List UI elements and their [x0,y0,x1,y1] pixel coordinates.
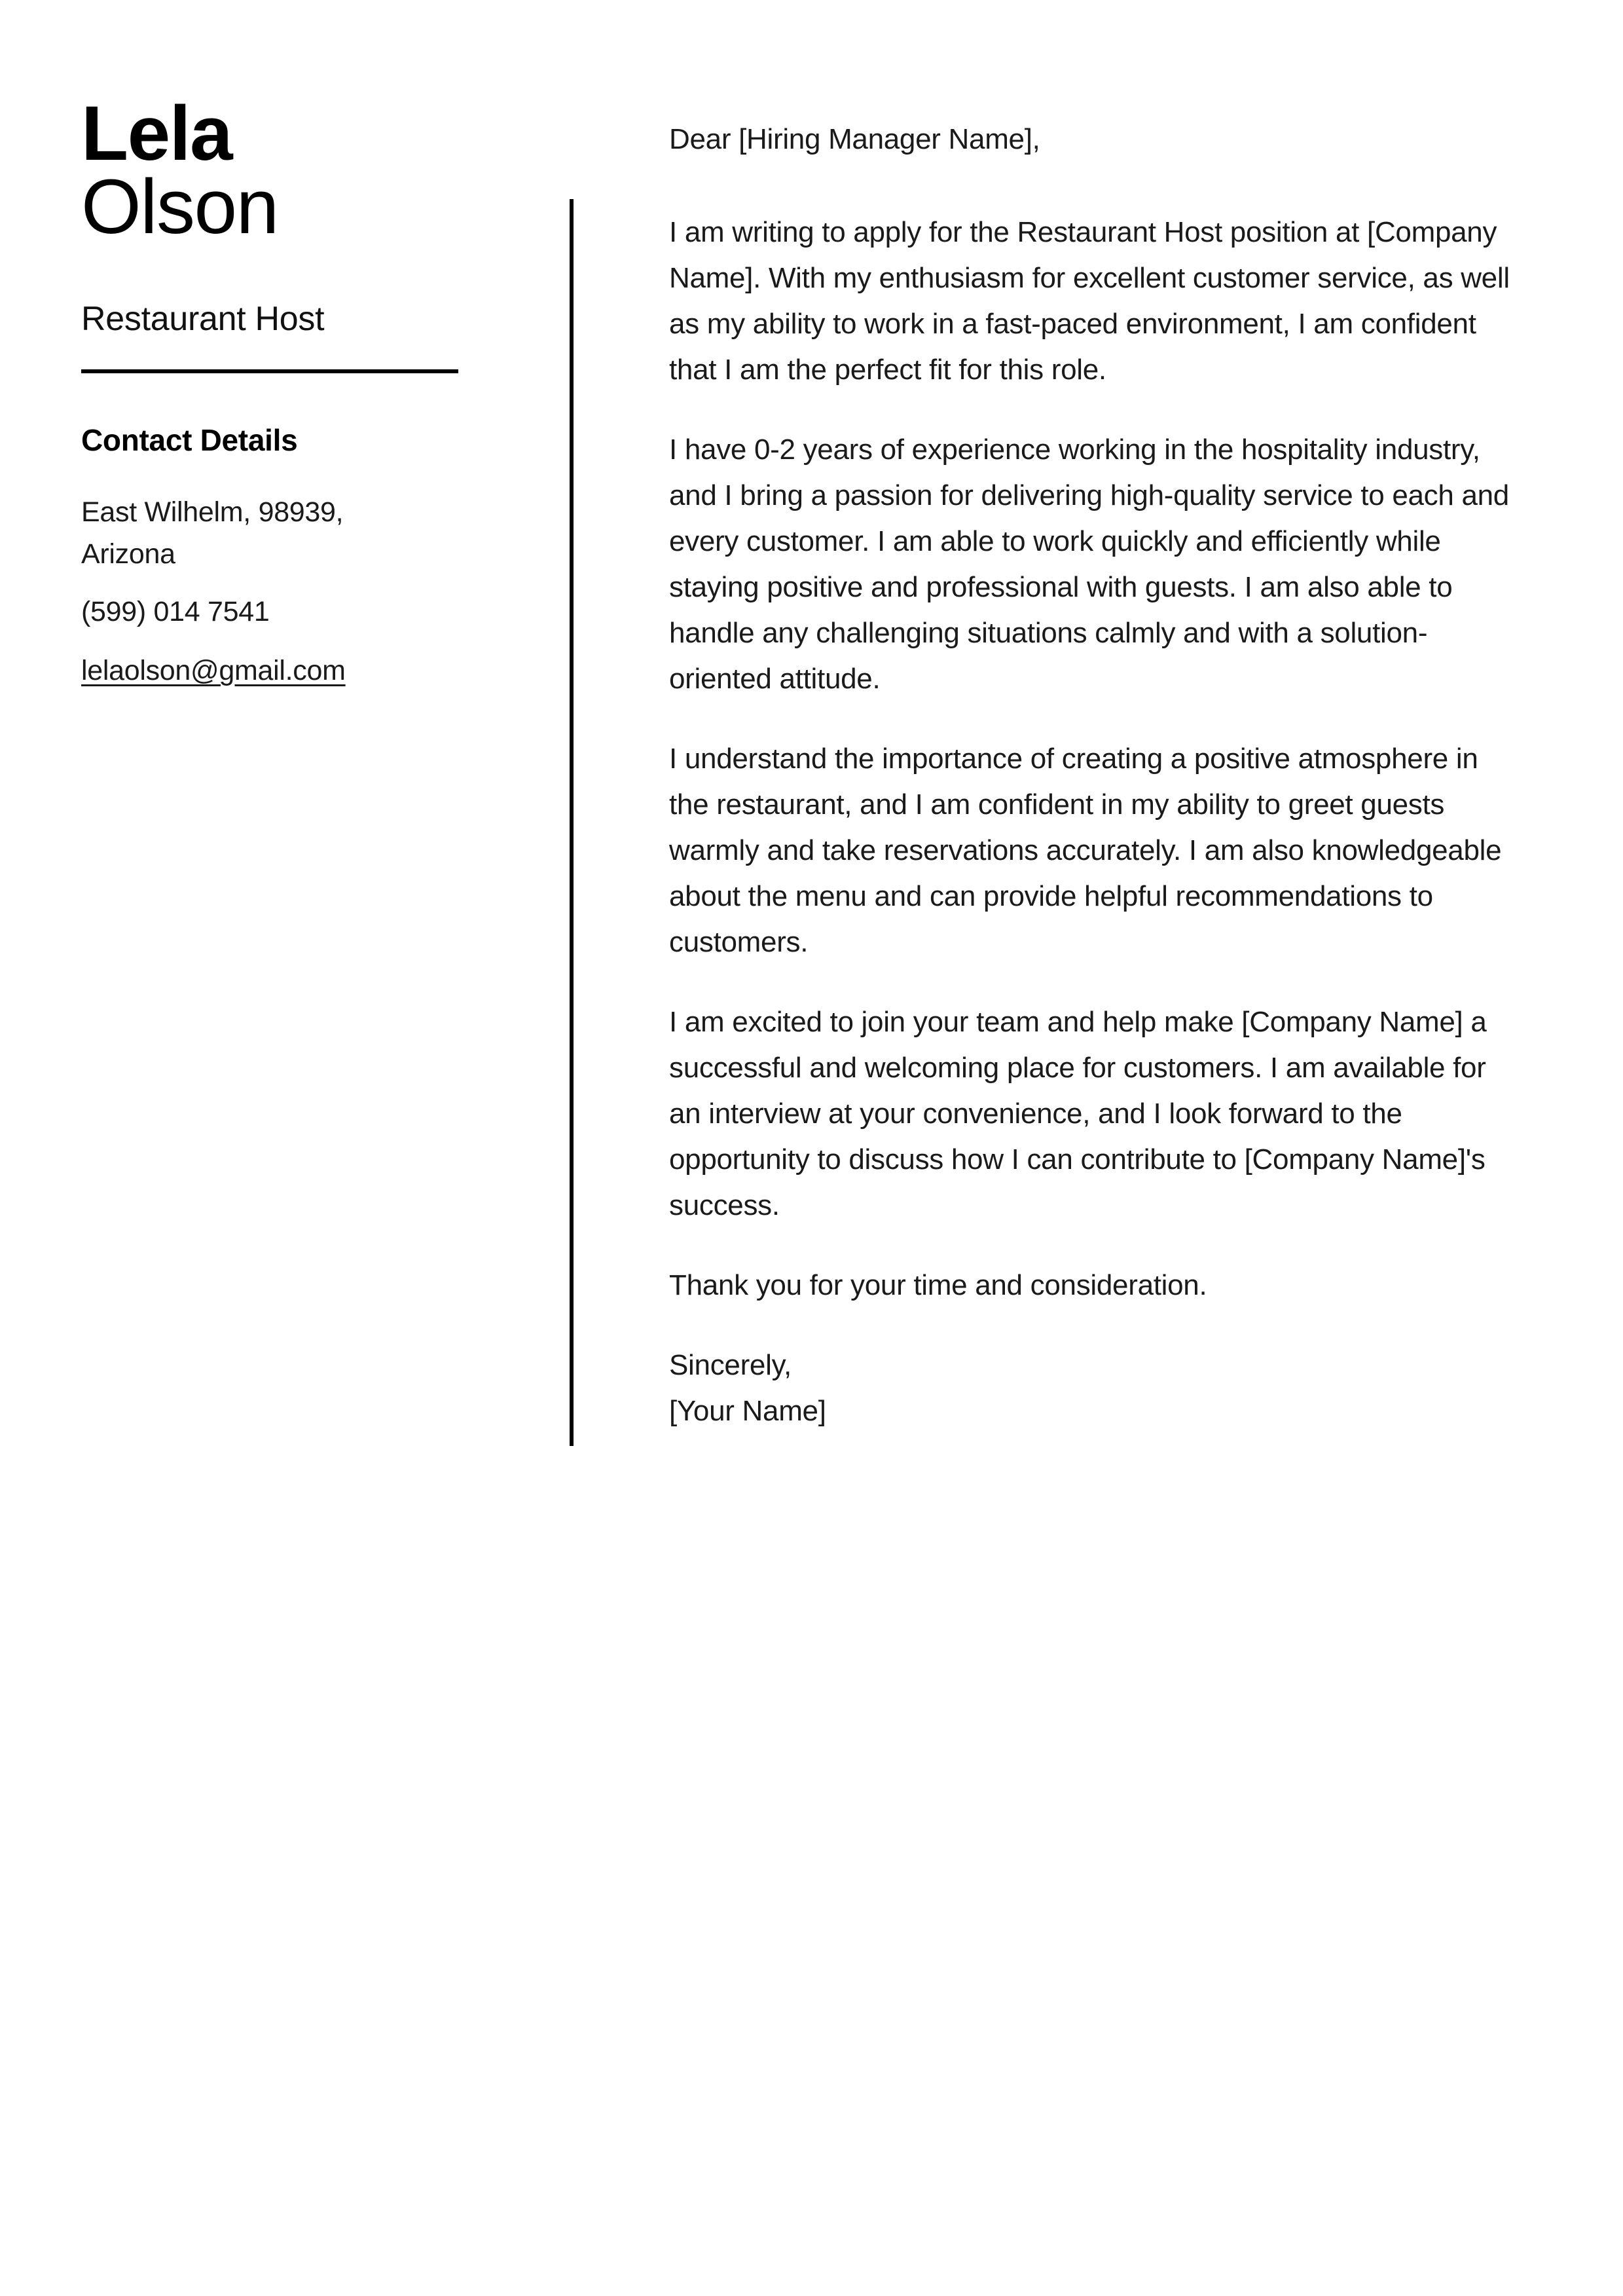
sidebar [81,90,461,692]
candidate-name [81,90,461,250]
paragraph-intro: I am writing to apply for the Restaurant Host position at [Company Name]. With my enthusiasm for excellent customer service, as well as my ability to work in a fast-paced environment, I am confident that I am the perfect fit for this role. [669,216,1510,386]
paragraph-experience: I have 0-2 years of experience working in the hospitality industry, and I bring a passion for delivering high-quality service to each and every customer. I am able to work quickly and efficiently while staying positive and professional with guests. I am also able to handle any challenging situations calmly and with a solution-oriented attitude. [669,434,1509,695]
greeting: Dear [Hiring Manager Name], [669,123,1040,155]
divider-line [81,369,458,373]
phone-number: (599) 014 7541 [81,596,270,627]
closing: Sincerely, [669,1349,792,1381]
email-link[interactable]: lelaolson@gmail.com [81,655,346,686]
candidate-first-name: Lela [81,90,232,177]
candidate-last-name: Olson [81,164,278,250]
address-line-2: Arizona [81,538,175,570]
contact-details-heading: Contact Details [81,423,298,457]
signature: [Your Name] [669,1395,826,1427]
paragraph-availability: I am excited to join your team and help make [Company Name] a successful and welcoming place for customers. I am available for an interview at your convenience, and I look forward to the opportunity to discuss how I can contribute to [Company Name]'s success. [669,1006,1487,1221]
address [81,491,461,575]
signoff [669,1342,1519,1434]
letter-paragraphs [570,199,1519,1446]
paragraph-thanks: Thank you for your time and consideration. [669,1269,1207,1301]
job-title: Restaurant Host [81,300,325,338]
paragraph-strengths: I understand the importance of creating a positive atmosphere in the restaurant, and I am confident in my ability to greet guests warmly and take reservations accurately. I am also knowledgeable about the menu and can provide helpful recommendations to customers. [669,743,1502,958]
address-line-1: East Wilhelm, 98939, [81,496,344,528]
letter [570,117,1519,1446]
